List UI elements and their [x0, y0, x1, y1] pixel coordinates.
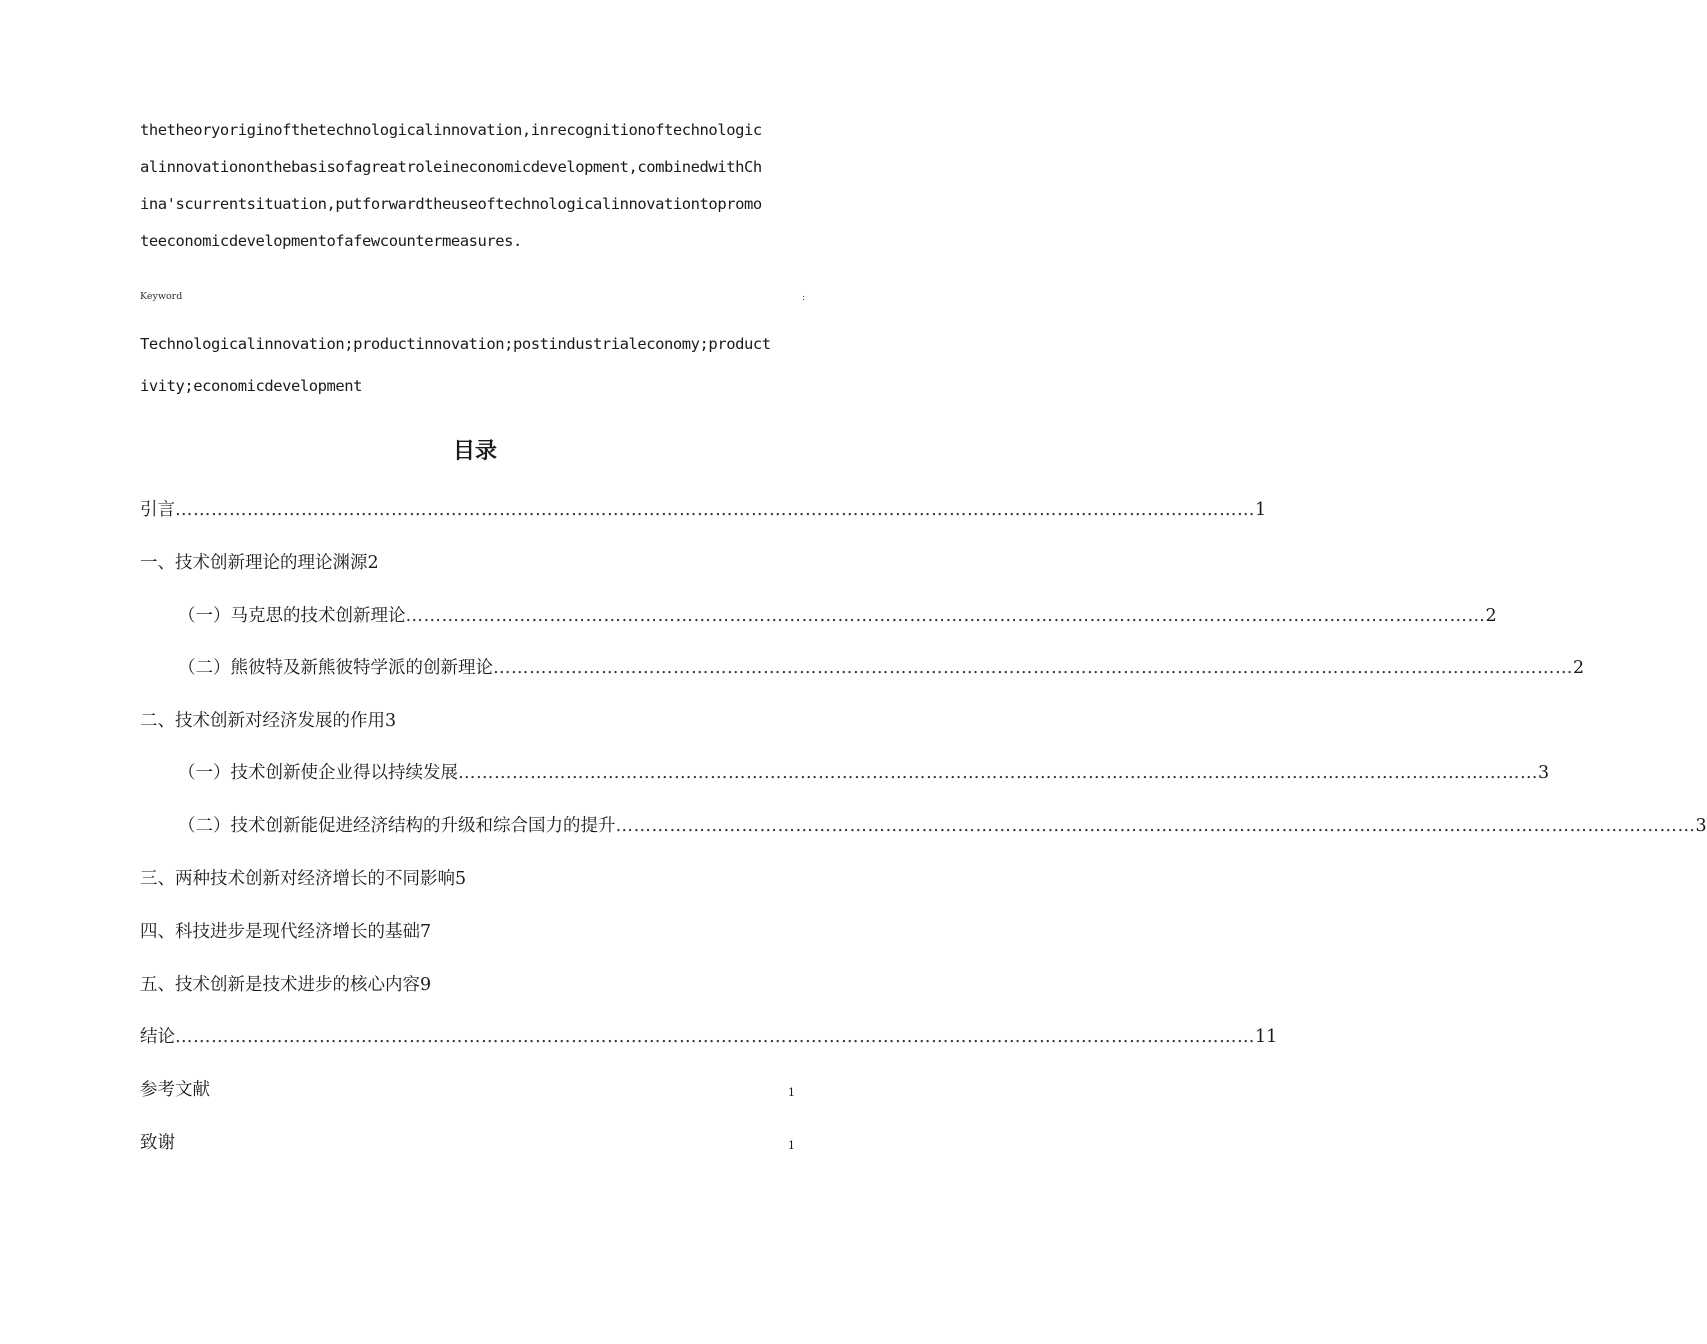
toc-entry-text: （一）马克思的技术创新理论 [178, 606, 406, 626]
toc-entry-page: 2 [1573, 658, 1585, 678]
toc-entry-acknowledgements[interactable]: 致谢 [140, 1133, 175, 1153]
keyword-label: Keyword [140, 291, 183, 302]
toc-entry-text: （二）熊彼特及新熊彼特学派的创新理论 [178, 658, 493, 678]
toc-leader: ……………………………………………………………………………………………………………………………………………………………… [175, 500, 1255, 520]
toc-entry-2-2[interactable] [178, 814, 1707, 838]
abstract-line-1: thetheoryoriginofthetechnologicalinnovation,inrecognitionoftechnologic [140, 121, 762, 139]
keyword-colon: : [802, 292, 806, 303]
toc-entry-text: （二）技术创新能促进经济结构的升级和综合国力的提升 [178, 816, 616, 836]
toc-entry-chapter-2[interactable]: 二、技术创新对经济发展的作用3 [140, 711, 397, 731]
toc-entry-page: 1 [1255, 500, 1267, 520]
toc-leader: ……………………………………………………………………………………………………………………………………………………………… [175, 1027, 1255, 1047]
keyword-line-1: Technologicalinnovation;productinnovation;postindustrialeconomy;product [140, 335, 771, 353]
toc-entry-text: （一）技术创新使企业得以持续发展 [178, 763, 458, 783]
toc-entry-page: 3 [1538, 763, 1550, 783]
toc-entry-acknowledgements-page: 1 [788, 1139, 795, 1152]
toc-entry-chapter-3[interactable]: 三、两种技术创新对经济增长的不同影响5 [140, 869, 467, 889]
toc-entry-conclusion[interactable] [140, 1025, 1278, 1049]
toc-entry-chapter-4[interactable]: 四、科技进步是现代经济增长的基础7 [140, 922, 432, 942]
toc-entry-page: 2 [1485, 606, 1497, 626]
toc-entry-1-1[interactable] [178, 604, 1497, 628]
toc-entry-text: 引言 [140, 500, 175, 520]
toc-entry-references[interactable]: 参考文献 [140, 1080, 210, 1100]
abstract-line-4: teeconomicdevelopmentofafewcountermeasures. [140, 232, 522, 250]
toc-entry-chapter-5[interactable]: 五、技术创新是技术进步的核心内容9 [140, 975, 432, 995]
toc-entry-introduction[interactable] [140, 498, 1267, 522]
toc-entry-2-1[interactable] [178, 761, 1550, 785]
keyword-line-2: ivity;economicdevelopment [140, 377, 363, 395]
toc-entry-page: 3 [1695, 816, 1707, 836]
toc-entry-chapter-1[interactable]: 一、技术创新理论的理论渊源2 [140, 553, 379, 573]
toc-leader: ……………………………………………………………………………………………………………………………………………………………… [493, 658, 1573, 678]
toc-leader: ……………………………………………………………………………………………………………………………………………………………… [405, 606, 1486, 626]
abstract-line-2: alinnovationonthebasisofagreatroleineconomicdevelopment,combinedwithCh [140, 158, 762, 176]
toc-leader: ……………………………………………………………………………………………………………………………………………………………… [615, 816, 1696, 836]
toc-entry-text: 结论 [140, 1027, 175, 1047]
toc-title: 目录 [452, 439, 497, 464]
toc-entry-page: 11 [1255, 1027, 1278, 1047]
toc-entry-references-page: 1 [788, 1086, 795, 1099]
toc-leader: ……………………………………………………………………………………………………………………………………………………………… [458, 763, 1538, 783]
toc-entry-1-2[interactable] [178, 656, 1585, 680]
abstract-line-3: ina'scurrentsituation,putforwardtheuseoftechnologicalinnovationtopromo [140, 195, 762, 213]
